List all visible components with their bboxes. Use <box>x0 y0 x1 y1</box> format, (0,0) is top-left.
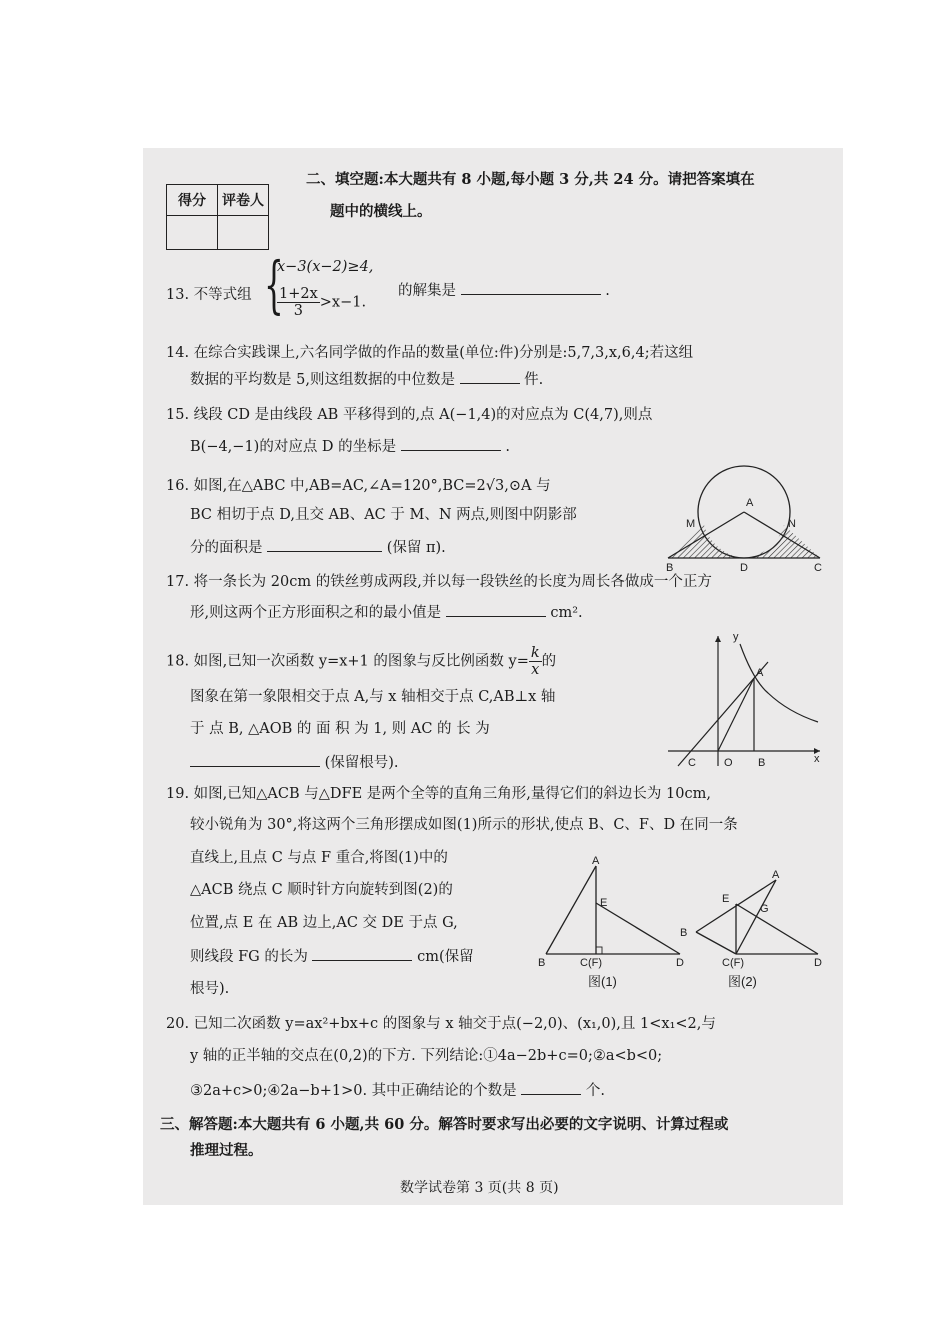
q14-line2 <box>190 369 543 390</box>
q15-answer-blank[interactable] <box>401 436 501 451</box>
q15-line1: 15. 线段 CD 是由线段 AB 平移得到的,点 A(−1,4)的对应点为 C(4,7),则点 <box>166 407 653 423</box>
q16-line3-text: 分的面积是 <box>190 540 263 556</box>
q16-answer-blank[interactable] <box>267 537 382 552</box>
q20-line3 <box>190 1080 605 1101</box>
q19f1-label-cf: C(F) <box>580 957 602 969</box>
q16-line1: 16. 如图,在△ABC 中,AB=AC,∠A=120°,BC=2√3,⊙A 与 <box>166 478 551 494</box>
q16-label-a: A <box>746 497 754 509</box>
q19f2-ca <box>736 880 776 954</box>
q13-tail-text: 的解集是 <box>398 283 456 299</box>
q13-end: . <box>605 283 610 299</box>
q20-line3-end: 个. <box>585 1083 605 1099</box>
section2-title: 二、填空题:本大题共有 8 小题,每小题 3 分,共 24 分。请把答案填在 <box>306 171 755 188</box>
q13-tail <box>398 280 610 301</box>
q19-line2: 较小锐角为 30°,将这两个三角形摆成如图(1)所示的形状,使点 B、C、F、D 在同一条 <box>190 817 738 833</box>
section3-title-cont: 推理过程。 <box>190 1142 263 1159</box>
q17-line2 <box>190 602 583 623</box>
q19f2-label-cf: C(F) <box>722 957 744 969</box>
q18-label-y: y <box>733 631 739 643</box>
q20-line2: y 轴的正半轴的交点在(0,2)的下方. 下列结论:①4a−2b+c=0;②a<b<0; <box>190 1048 663 1064</box>
q18-label-a: A <box>756 667 764 679</box>
q19-figure-1 <box>538 855 688 990</box>
grader-cell <box>218 216 269 250</box>
q19-line6-text: 则线段 FG 的长为 <box>190 949 308 965</box>
q19-fig1-caption: 图(1) <box>588 974 617 989</box>
q19f1-ed <box>596 903 680 954</box>
q18-frac-den: x <box>531 662 540 678</box>
page-footer: 数学试卷第 3 页(共 8 页) <box>400 1180 559 1196</box>
q13-label: 13. 不等式组 <box>166 287 252 303</box>
q18-line4 <box>190 752 399 773</box>
q17-line2-end: cm². <box>550 605 583 621</box>
q16-shade-left <box>668 525 744 558</box>
q19f2-label-a: A <box>772 869 780 881</box>
q18-label-c: C <box>688 757 696 769</box>
q18-y-arrow <box>715 636 721 642</box>
q20-line3-text: ③2a+c>0;④2a−b+1>0. 其中正确结论的个数是 <box>190 1083 517 1099</box>
q14-answer-blank[interactable] <box>460 369 520 384</box>
section3-title: 三、解答题:本大题共有 6 小题,共 60 分。解答时要求写出必要的文字说明、计算过程或 <box>160 1116 729 1133</box>
q18-line1-text: 18. 如图,已知一次函数 y=x+1 的图象与反比例函数 y= <box>166 653 529 670</box>
q20-line1: 20. 已知二次函数 y=ax²+bx+c 的图象与 x 轴交于点(−2,0)、(x₁,0),且 1<x₁<2,与 <box>166 1016 716 1032</box>
q16-line2: BC 相切于点 D,且交 AB、AC 于 M、N 两点,则图中阴影部 <box>190 507 577 523</box>
q19-line4: △ACB 绕点 C 顺时针方向旋转到图(2)的 <box>190 882 453 898</box>
q19f1-right-angle <box>596 947 602 954</box>
q19f2-label-e: E <box>722 893 730 905</box>
q13-answer-blank[interactable] <box>461 280 601 295</box>
q18-figure <box>668 630 828 770</box>
q19f1-label-e: E <box>600 897 608 909</box>
q19f2-label-b: B <box>680 927 688 939</box>
q17-line1: 17. 将一条长为 20cm 的铁丝剪成两段,并以每一段铁丝的长度为周长各做成一个正方 <box>166 574 712 590</box>
q19-line5: 位置,点 E 在 AB 边上,AC 交 DE 于点 G, <box>190 915 458 931</box>
q16-line3-end: (保留 π). <box>386 540 446 556</box>
q18-label-b: B <box>758 757 766 769</box>
q13-ineq2 <box>277 286 366 319</box>
q18-line3: 于 点 B, △AOB 的 面 积 为 1, 则 AC 的 长 为 <box>190 721 490 737</box>
q13-brace: { <box>264 248 284 321</box>
score-header: 得分 <box>167 185 218 216</box>
q13-ineq2-rest: >x−1. <box>319 294 367 311</box>
q17-answer-blank[interactable] <box>446 602 546 617</box>
q17-line2-text: 形,则这两个正方形面积之和的最小值是 <box>190 605 442 621</box>
q18-line1 <box>166 645 556 678</box>
q14-line2-text: 数据的平均数是 5,则这组数据的中位数是 <box>190 372 455 388</box>
q19f1-label-a: A <box>592 855 600 867</box>
q13-ineq1: x−3(x−2)≥4, <box>277 259 374 275</box>
q19-line3: 直线上,且点 C 与点 F 重合,将图(1)中的 <box>190 850 448 866</box>
q18-line4-end: (保留根号). <box>324 755 399 771</box>
q19f1-label-d: D <box>676 957 684 969</box>
q16-label-d: D <box>740 562 748 574</box>
q13-frac-num: 1+2x <box>279 286 318 302</box>
q19f2-ed <box>736 904 818 954</box>
q19-answer-blank[interactable] <box>312 946 412 961</box>
q18-answer-blank[interactable] <box>190 752 320 767</box>
q19f1-ba <box>546 866 596 954</box>
q20-answer-blank[interactable] <box>521 1080 581 1095</box>
q13-frac-den: 3 <box>293 303 303 319</box>
q19f2-bc <box>696 932 736 954</box>
q19f2-label-g: G <box>760 903 769 915</box>
q19-line1: 19. 如图,已知△ACB 与△DFE 是两个全等的直角三角形,量得它们的斜边长为 10cm, <box>166 786 711 802</box>
q16-shade-right <box>744 525 820 558</box>
q16-line3 <box>190 537 446 558</box>
q19-line7: 根号). <box>190 981 230 997</box>
q15-line2 <box>190 436 510 457</box>
q16-label-n: N <box>788 518 796 530</box>
grader-header: 评卷人 <box>218 185 269 216</box>
q14-line2-end: 件. <box>524 372 544 388</box>
score-cell <box>167 216 218 250</box>
q19f2-label-d: D <box>814 957 822 969</box>
q18-label-x: x <box>814 753 820 765</box>
q16-figure <box>660 462 830 572</box>
q19-figure-2 <box>676 860 826 990</box>
q18-label-o: O <box>724 757 733 769</box>
q19-line6-end: cm(保留 <box>417 949 474 965</box>
q16-label-m: M <box>686 518 696 530</box>
q15-line2-text: B(−4,−1)的对应点 D 的坐标是 <box>190 439 397 455</box>
section2-title-cont: 题中的横线上。 <box>330 203 432 220</box>
q18-line2: 图象在第一象限相交于点 A,与 x 轴相交于点 C,AB⊥x 轴 <box>190 689 556 705</box>
q16-label-c: C <box>814 562 822 574</box>
q18-line1-end: 的 <box>541 653 557 670</box>
q19-line6 <box>190 946 474 967</box>
q19f1-label-b: B <box>538 957 546 969</box>
q19-fig2-caption: 图(2) <box>728 974 757 989</box>
q15-line2-end: . <box>505 439 510 455</box>
q16-label-b: B <box>666 562 674 574</box>
score-table <box>166 184 269 250</box>
q18-ao <box>718 678 754 751</box>
q14-line1: 14. 在综合实践课上,六名同学做的作品的数量(单位:件)分别是:5,7,3,x,6,4;若这组 <box>166 345 694 361</box>
q18-frac-num: k <box>530 645 540 661</box>
